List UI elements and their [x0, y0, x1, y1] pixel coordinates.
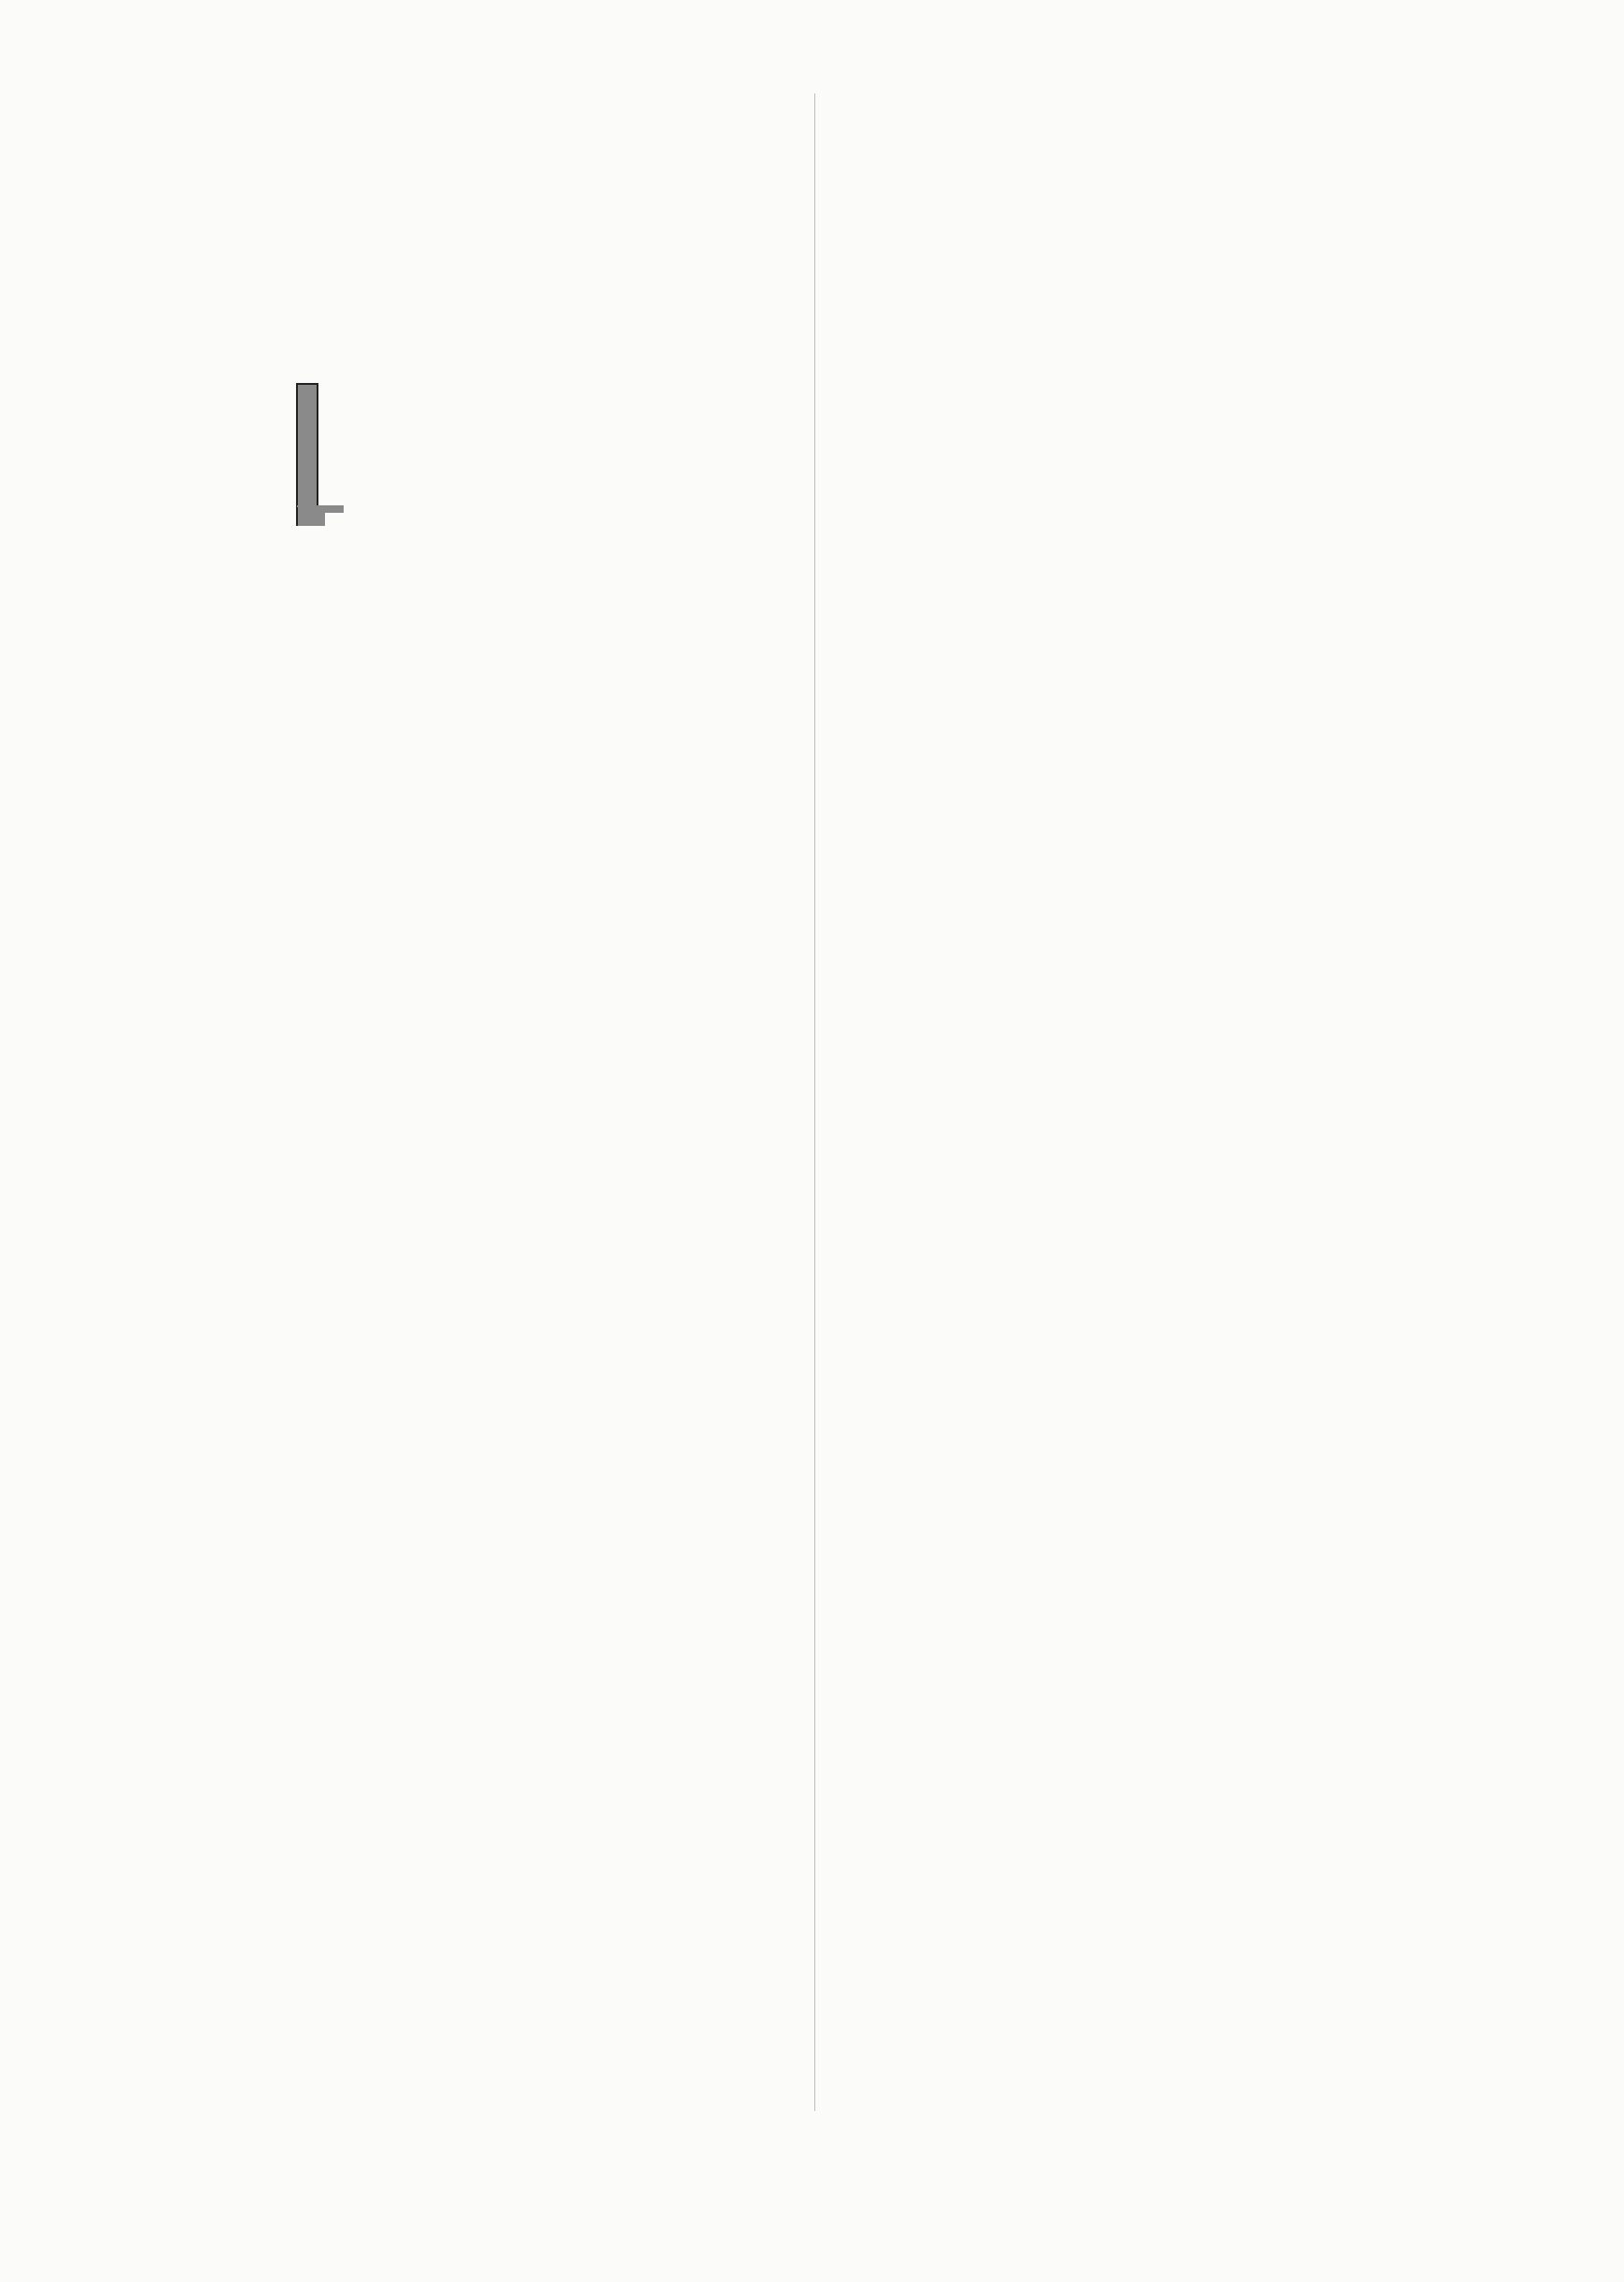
left-column: [110, 89, 792, 647]
proof-line: [110, 341, 792, 377]
semicircle-figure: [110, 376, 792, 647]
column-divider: [814, 93, 815, 2111]
figure-example-2: [110, 376, 792, 647]
section-title: [110, 89, 792, 125]
topic-heading: [110, 125, 792, 162]
topic-heading: [110, 233, 792, 269]
answer-line: [110, 161, 792, 197]
ruler-vertical: [297, 384, 318, 524]
prove-line: [110, 305, 792, 341]
given-line: [110, 269, 792, 305]
answer-line: [110, 197, 792, 234]
